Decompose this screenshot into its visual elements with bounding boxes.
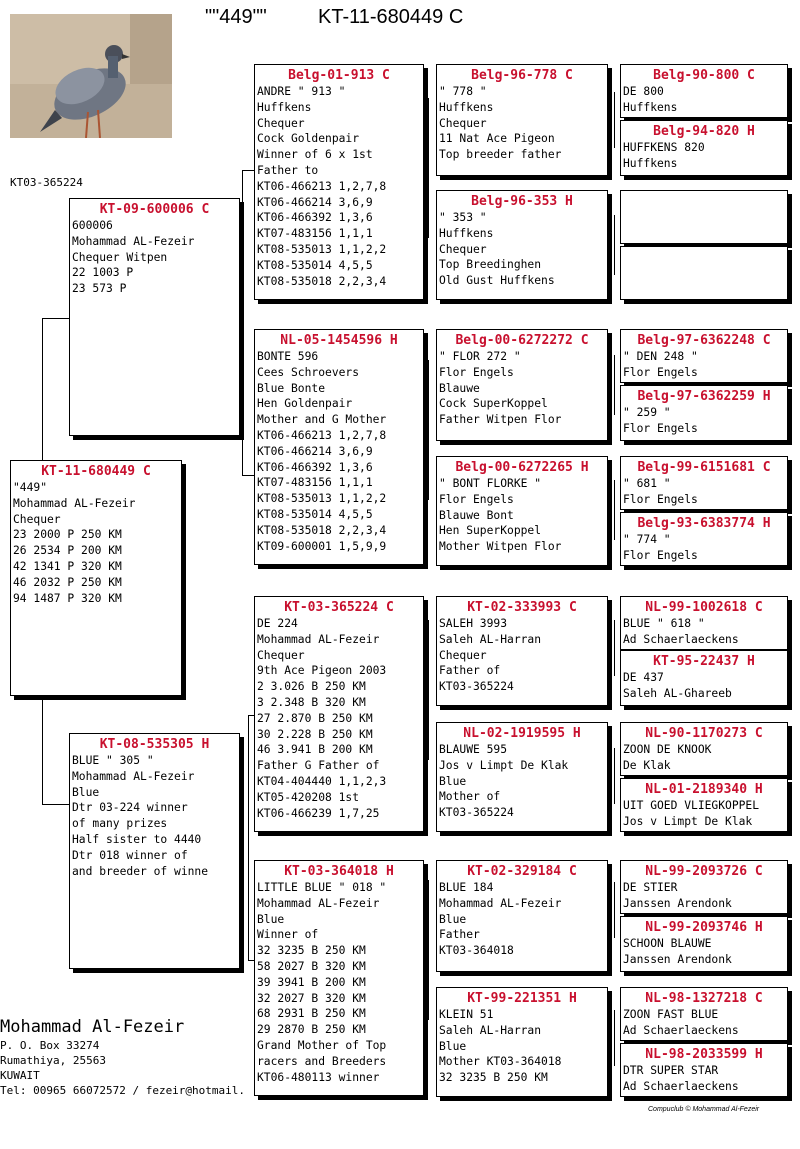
pedigree-line: Mohammad AL-Fezeir — [72, 769, 195, 783]
pigeon-image — [10, 14, 172, 138]
pedigree-line: Jos v Limpt De Klak — [623, 814, 753, 828]
ring-number: Belg-96-353 H — [471, 194, 573, 209]
pedigree-box-g3-4 — [436, 456, 608, 566]
pedigree-box-dam-sire — [254, 596, 424, 832]
ring-number: Belg-99-6151681 C — [637, 460, 771, 475]
ring-number: NL-99-2093726 C — [645, 864, 763, 879]
pedigree-line: KT05-420208 1st — [257, 790, 360, 804]
pedigree-line: Blauwe — [439, 381, 480, 395]
pedigree-line: Jos v Limpt De Klak — [439, 758, 569, 772]
ring-number: Belg-90-800 C — [653, 68, 755, 83]
pedigree-line: Flor Engels — [623, 492, 698, 506]
pedigree-box-dam-dam — [254, 860, 424, 1096]
ring-number: Belg-00-6272272 C — [455, 333, 589, 348]
pedigree-line: KT06-466392 1,3,6 — [257, 211, 373, 225]
pedigree-line: Chequer — [439, 648, 487, 662]
pedigree-box-g4-6 — [620, 385, 788, 441]
pedigree-box-g3-3 — [436, 329, 608, 441]
pedigree-line: Dtr 03-224 winner — [72, 801, 188, 815]
pedigree-line: KT08-535013 1,1,2,2 — [257, 242, 387, 256]
pedigree-line: DE 437 — [623, 671, 664, 684]
pedigree-line: KT04-404440 1,1,2,3 — [257, 774, 387, 788]
pedigree-line: De Klak — [623, 758, 671, 772]
pedigree-line: KT06-466239 1,7,25 — [257, 806, 380, 820]
pedigree-box-g4-2 — [620, 120, 788, 176]
pedigree-line: " 681 " — [623, 477, 671, 490]
connector — [614, 215, 615, 275]
pedigree-line: KT06-466213 1,2,7,8 — [257, 179, 387, 193]
pedigree-line: Blue — [439, 1039, 467, 1053]
pedigree-line: 68 2931 B 250 KM — [257, 1007, 366, 1021]
pedigree-line: Chequer — [13, 512, 61, 526]
pedigree-box-g4-4 — [620, 246, 788, 300]
pedigree-line: Top Breedinghen — [439, 258, 542, 272]
ring-number: NL-98-1327218 C — [645, 991, 763, 1006]
pedigree-box-g3-1 — [436, 64, 608, 176]
pedigree-line: Mother KT03-364018 — [439, 1055, 562, 1069]
pedigree-line: Mother Witpen Flor — [439, 540, 562, 554]
pedigree-line: UIT GOED VLIEGKOPPEL — [623, 799, 760, 812]
pedigree-box-sire-sire — [254, 64, 424, 300]
ring-number: NL-90-1170273 C — [645, 726, 763, 741]
owner-block — [0, 1016, 245, 1098]
pedigree-line: Ad Schaerlaeckens — [623, 1079, 739, 1093]
ring-number: Belg-00-6272265 H — [455, 460, 589, 475]
pedigree-line: Huffkens — [623, 156, 678, 170]
connector — [428, 98, 429, 238]
pedigree-line: KT06-466214 3,6,9 — [257, 444, 373, 458]
pedigree-line: KT03-364018 — [439, 944, 514, 958]
pedigree-box-sire-dam — [254, 329, 424, 565]
ring-number: KT-09-600006 C — [99, 202, 210, 217]
pedigree-line: KT07-483156 1,1,1 — [257, 227, 373, 241]
pedigree-line: KT06-466392 1,3,6 — [257, 460, 373, 474]
pedigree-line: DTR SUPER STAR — [623, 1064, 719, 1077]
ring-number: Belg-96-778 C — [471, 68, 573, 83]
pedigree-box-g3-5 — [436, 596, 608, 706]
pedigree-line: Hen SuperKoppel — [439, 524, 542, 538]
pedigree-line: KT06-466214 3,6,9 — [257, 195, 373, 209]
pedigree-line: Saleh AL-Ghareeb — [623, 686, 732, 700]
pedigree-line: " FLOR 272 " — [439, 350, 521, 363]
pedigree-line: Mohammad AL-Fezeir — [257, 896, 380, 910]
pedigree-line: Chequer — [439, 242, 487, 256]
pedigree-line: KT08-535014 4,5,5 — [257, 258, 373, 272]
pedigree-line: Janssen Arendonk — [623, 896, 732, 910]
pedigree-line: and breeder of winne — [72, 864, 209, 878]
pedigree-line: 23 573 P — [72, 282, 127, 296]
pedigree-line: 22 1003 P — [72, 266, 134, 280]
pedigree-line: 46 3.941 B 200 KM — [257, 743, 373, 757]
pedigree-line: Flor Engels — [623, 548, 698, 562]
pedigree-line: " 353 " — [439, 211, 487, 224]
connector — [614, 480, 615, 540]
pedigree-box-g4-14 — [620, 916, 788, 972]
pedigree-line: Flor Engels — [623, 365, 698, 379]
pedigree-line: Top breeder father — [439, 148, 562, 162]
pedigree-line: " 774 " — [623, 533, 671, 546]
pedigree-line: Cees Schroevers — [257, 365, 360, 379]
pedigree-box-g4-13 — [620, 860, 788, 914]
pedigree-line: KT08-535018 2,2,3,4 — [257, 523, 387, 537]
ring-number: KT-03-364018 H — [284, 864, 394, 879]
owner-contact-line: Tel: 00965 66072572 / fezeir@hotmail. — [0, 1084, 246, 1097]
pedigree-line: SCHOON BLAUWE — [623, 937, 712, 950]
connector — [242, 170, 254, 171]
pedigree-line: 39 3941 B 200 KM — [257, 975, 366, 989]
pedigree-line: 26 2534 P 200 KM — [13, 544, 122, 558]
pedigree-line: ANDRE " 913 " — [257, 85, 346, 98]
pedigree-line: Cock SuperKoppel — [439, 397, 548, 411]
pedigree-line: Chequer — [257, 116, 305, 130]
connector — [42, 694, 43, 804]
pedigree-line: HUFFKENS 820 — [623, 141, 705, 154]
pedigree-box-g4-11 — [620, 722, 788, 776]
pedigree-line: KT06-466213 1,2,7,8 — [257, 428, 387, 442]
ring-number: NL-99-2093746 H — [645, 920, 763, 935]
pedigree-line: Father — [439, 928, 480, 942]
connector — [242, 475, 254, 476]
connector — [614, 355, 615, 415]
pedigree-line: Blue — [257, 912, 285, 926]
pedigree-line: KT08-535014 4,5,5 — [257, 507, 373, 521]
pedigree-line: Ad Schaerlaeckens — [623, 1023, 739, 1037]
pedigree-line: KT03-365224 — [439, 806, 514, 820]
pedigree-box-g4-3 — [620, 190, 788, 244]
pedigree-line: Huffkens — [439, 100, 494, 114]
pedigree-line: Father to — [257, 163, 319, 177]
pedigree-line: 42 1341 P 320 KM — [13, 559, 122, 573]
connector — [428, 880, 429, 1020]
pedigree-line: ZOON DE KNOOK — [623, 743, 712, 756]
pedigree-box-g4-16 — [620, 1043, 788, 1097]
ring-number: Belg-94-820 H — [653, 124, 755, 139]
ring-number: KT-95-22437 H — [653, 654, 755, 669]
connector — [614, 748, 615, 804]
connector — [248, 715, 249, 960]
connector — [428, 620, 429, 760]
pedigree-line: Old Gust Huffkens — [439, 274, 555, 288]
pedigree-line: Mohammad AL-Fezeir — [72, 234, 195, 248]
pedigree-line: 30 2.228 B 250 KM — [257, 727, 373, 741]
pedigree-line: 2 3.026 B 250 KM — [257, 680, 366, 694]
pedigree-line: 46 2032 P 250 KM — [13, 575, 122, 589]
pedigree-box-g4-1 — [620, 64, 788, 118]
pedigree-line: Father of — [439, 664, 501, 678]
pedigree-line: ZOON FAST BLUE — [623, 1008, 719, 1021]
ring-number — [623, 249, 785, 266]
connector — [242, 170, 243, 475]
connector — [614, 620, 615, 676]
pedigree-line: LITTLE BLUE " 018 " — [257, 881, 387, 894]
pedigree-line: Huffkens — [257, 100, 312, 114]
pedigree-line: Flor Engels — [439, 492, 514, 506]
pedigree-box-g4-5 — [620, 329, 788, 383]
pedigree-line: BONTE 596 — [257, 350, 319, 363]
pedigree-line: Winner of 6 x 1st — [257, 148, 373, 162]
pedigree-box-g4-12 — [620, 778, 788, 832]
pedigree-line: Chequer Witpen — [72, 250, 168, 264]
pedigree-line: Flor Engels — [439, 365, 514, 379]
pedigree-line: " DEN 248 " — [623, 350, 698, 363]
pedigree-box-g3-2 — [436, 190, 608, 300]
ring-number: Belg-01-913 C — [288, 68, 390, 83]
pedigree-line: Mother of — [439, 790, 501, 804]
pedigree-line: BLUE 184 — [439, 881, 494, 894]
pedigree-line: Hen Goldenpair — [257, 397, 353, 411]
ring-number: NL-99-1002618 C — [645, 600, 763, 615]
pedigree-line: " 259 " — [623, 406, 671, 419]
pedigree-line: Mohammad AL-Fezeir — [439, 896, 562, 910]
pedigree-line: DE STIER — [623, 881, 678, 894]
pedigree-line: 3 2.348 B 320 KM — [257, 695, 366, 709]
pedigree-box-g4-9 — [620, 596, 788, 650]
connector — [614, 1010, 615, 1066]
connector — [614, 92, 615, 148]
pedigree-line: Blue — [439, 774, 467, 788]
pedigree-line: DE 800 — [623, 85, 664, 98]
ring-number: KT-03-365224 C — [284, 600, 394, 615]
pedigree-line: BLUE " 305 " — [72, 754, 154, 767]
pedigree-line: Blue — [72, 785, 100, 799]
pedigree-box-g3-6 — [436, 722, 608, 832]
ring-number: KT-08-535305 H — [99, 737, 210, 752]
ring-number: NL-98-2033599 H — [645, 1047, 763, 1062]
pedigree-line: KLEIN 51 — [439, 1008, 494, 1021]
ring-number: KT-02-329184 C — [467, 864, 577, 879]
pedigree-line: 32 2027 B 320 KM — [257, 991, 366, 1005]
pedigree-line: 58 2027 B 320 KM — [257, 959, 366, 973]
pedigree-line: BLAUWE 595 — [439, 743, 508, 756]
pedigree-line: KT09-600001 1,5,9,9 — [257, 539, 387, 553]
ring-number: Belg-93-6383774 H — [637, 516, 771, 531]
pedigree-line: 11 Nat Ace Pigeon — [439, 132, 555, 146]
copyright: Compuclub © Mohammad Al-Fezeir — [648, 1106, 760, 1113]
pedigree-line: Mohammad AL-Fezeir — [13, 496, 136, 510]
pedigree-line: Grand Mother of Top — [257, 1038, 387, 1052]
pedigree-box-g4-8 — [620, 512, 788, 566]
connector — [42, 318, 69, 319]
pedigree-line: 27 2.870 B 250 KM — [257, 711, 373, 725]
pedigree-line: of many prizes — [72, 817, 168, 831]
pedigree-line: Ad Schaerlaeckens — [623, 632, 739, 646]
pedigree-line: Half sister to 4440 — [72, 832, 202, 846]
pedigree-line: KT08-535018 2,2,3,4 — [257, 274, 387, 288]
pedigree-line: racers and Breeders — [257, 1054, 387, 1068]
ring-number: KT-02-333993 C — [467, 600, 577, 615]
pedigree-line: " 778 " — [439, 85, 487, 98]
pedigree-line: Huffkens — [439, 226, 494, 240]
ring-number: Belg-97-6362259 H — [637, 389, 771, 404]
pedigree-line: BLUE " 618 " — [623, 617, 705, 630]
pedigree-line: Chequer — [257, 648, 305, 662]
pedigree-line: Blauwe Bont — [439, 508, 514, 522]
ring-reference: KT03-365224 — [10, 176, 83, 189]
pedigree-line: 9th Ace Pigeon 2003 — [257, 664, 387, 678]
pedigree-line: Blue — [439, 912, 467, 926]
pedigree-line: Saleh AL-Harran — [439, 632, 542, 646]
pedigree-line: Chequer — [439, 116, 487, 130]
ring-number: NL-05-1454596 H — [280, 333, 398, 348]
pedigree-line: " BONT FLORKE " — [439, 477, 542, 490]
pedigree-line: KT08-535013 1,1,2,2 — [257, 492, 387, 506]
owner-address-line: Rumathiya, 25563 — [0, 1054, 106, 1067]
pedigree-line: Father G Father of — [257, 759, 380, 773]
pedigree-line: KT07-483156 1,1,1 — [257, 476, 373, 490]
pedigree-line: Janssen Arendonk — [623, 952, 732, 966]
connector — [428, 360, 429, 500]
pedigree-line: Huffkens — [623, 100, 678, 114]
owner-name: Mohammad Al-Fezeir — [0, 1017, 185, 1037]
pedigree-line: SALEH 3993 — [439, 617, 508, 630]
header-ring: KT-11-680449 C — [318, 6, 464, 28]
ring-number: Belg-97-6362248 C — [637, 333, 771, 348]
pedigree-box-g4-7 — [620, 456, 788, 510]
pedigree-box-g4-10 — [620, 650, 788, 706]
pedigree-line: Dtr 018 winner of — [72, 848, 188, 862]
pedigree-line: Cock Goldenpair — [257, 132, 360, 146]
pedigree-line: Mohammad AL-Fezeir — [257, 632, 380, 646]
ring-number: KT-99-221351 H — [467, 991, 577, 1006]
owner-address-line: P. O. Box 33274 — [0, 1039, 100, 1052]
ring-number — [623, 193, 785, 210]
pedigree-line: 94 1487 P 320 KM — [13, 591, 122, 605]
pedigree-line: Flor Engels — [623, 421, 698, 435]
ring-number: NL-01-2189340 H — [645, 782, 763, 797]
pedigree-line: 600006 — [72, 219, 113, 232]
pedigree-line: 23 2000 P 250 KM — [13, 528, 122, 542]
pedigree-line: 29 2870 B 250 KM — [257, 1023, 366, 1037]
pedigree-box-sire — [69, 198, 240, 436]
pedigree-line: Saleh AL-Harran — [439, 1023, 542, 1037]
connector — [42, 318, 43, 460]
connector — [614, 882, 615, 938]
pigeon-photo — [10, 14, 172, 138]
pedigree-line: "449" — [13, 481, 48, 494]
ring-number: KT-11-680449 C — [41, 464, 151, 479]
pedigree-line: Mother and G Mother — [257, 413, 387, 427]
pedigree-line: KT03-365224 — [439, 680, 514, 694]
pedigree-box-g4-15 — [620, 987, 788, 1041]
pedigree-box-g3-7 — [436, 860, 608, 972]
connector — [42, 804, 69, 805]
pedigree-line: DE 224 — [257, 617, 298, 630]
pedigree-line: KT06-480113 winner — [257, 1070, 380, 1084]
pedigree-line: 32 3235 B 250 KM — [439, 1071, 548, 1085]
pedigree-box-dam — [69, 733, 240, 969]
pedigree-line: 32 3235 B 250 KM — [257, 944, 366, 958]
pedigree-line: Winner of — [257, 928, 319, 942]
ring-number: NL-02-1919595 H — [463, 726, 581, 741]
pedigree-line: Blue Bonte — [257, 381, 326, 395]
owner-address-line: KUWAIT — [0, 1069, 40, 1082]
pedigree-line: Father Witpen Flor — [439, 413, 562, 427]
pedigree-box-g3-8 — [436, 987, 608, 1097]
header-name: ""449"" — [205, 6, 267, 28]
pedigree-box-main — [10, 460, 182, 696]
